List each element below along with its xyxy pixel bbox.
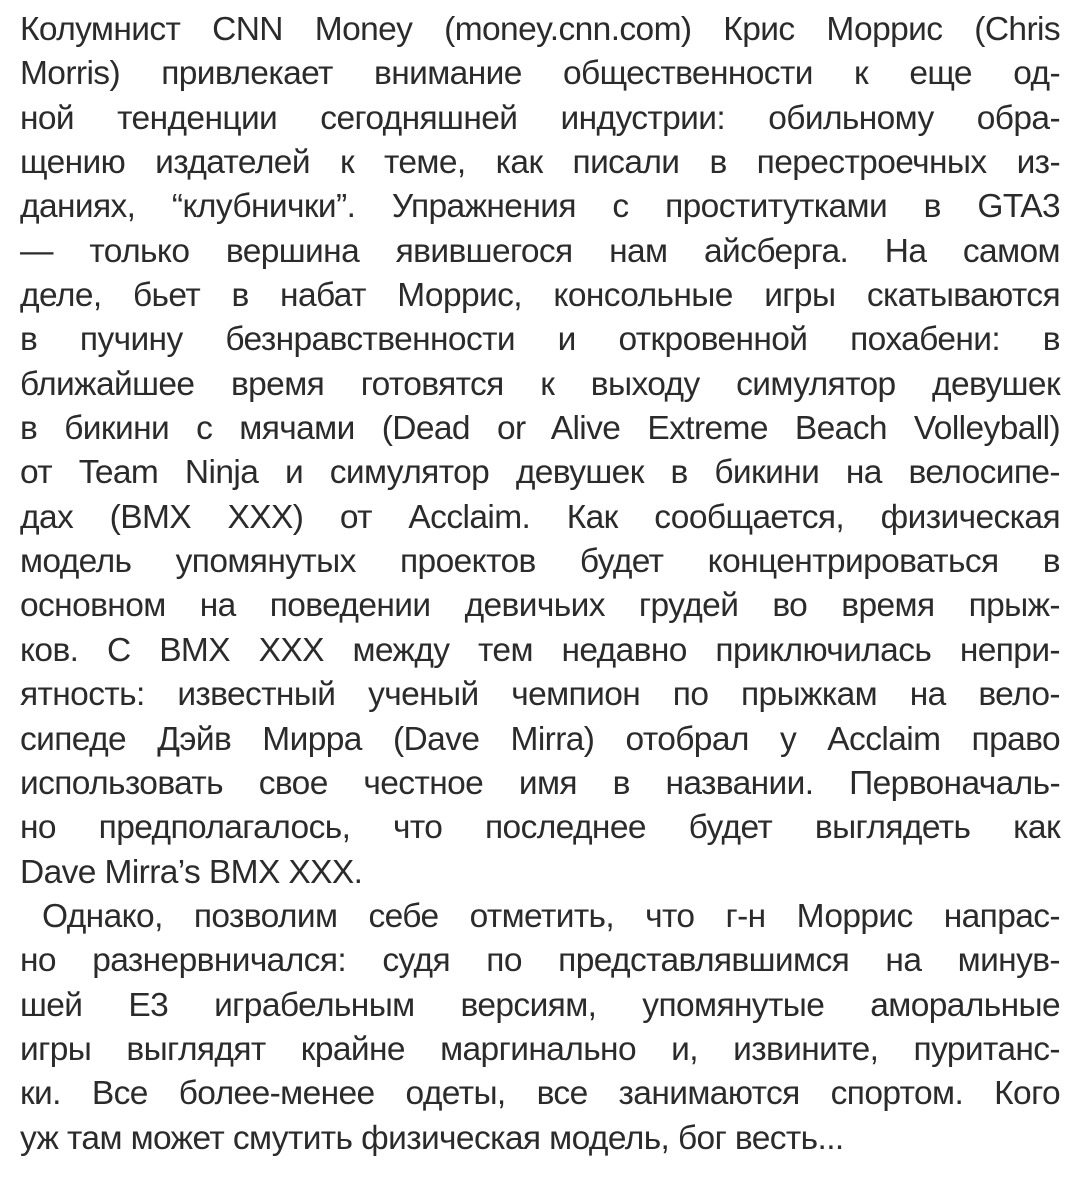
text-line: но предполагалось, что последнее будет выглядеть как xyxy=(20,809,1060,847)
text-line: ков. С BMX XXX между тем недавно приключилась непри- xyxy=(20,631,1060,669)
paragraph-2 xyxy=(20,895,1060,1161)
article-body xyxy=(20,8,1060,1161)
text-line: Dave Mirra’s BMX XXX. xyxy=(20,853,363,891)
paragraph-1 xyxy=(20,8,1060,895)
text-line: от Team Ninja и симулятор девушек в бикини на велосипе- xyxy=(20,454,1060,492)
text-line: использовать свое честное имя в названии. Первоначаль- xyxy=(20,764,1060,802)
text-line: ки. Все более-менее одеты, все занимаются спортом. Кого xyxy=(20,1075,1060,1113)
text-line: Morris) привлекает внимание общественности к еще од- xyxy=(20,55,1060,93)
text-line: даниях, “клубнички”. Упражнения с проститутками в GTA3 xyxy=(20,188,1060,226)
text-line: ной тенденции сегодняшней индустрии: обильному обра- xyxy=(20,99,1060,137)
text-line: уж там может смутить физическая модель, бог весть... xyxy=(20,1119,844,1157)
text-line: игры выглядят крайне маргинально и, извините, пуританс- xyxy=(20,1030,1060,1068)
text-line: дах (BMX XXX) от Acclaim. Как сообщается, физическая xyxy=(20,498,1060,536)
text-line: ближайшее время готовятся к выходу симулятор девушек xyxy=(20,365,1060,403)
text-line: в бикини с мячами (Dead or Alive Extreme Beach Volleyball) xyxy=(20,410,1060,448)
text-line: Колумнист CNN Money (money.cnn.com) Крис Моррис (Chris xyxy=(20,11,1060,48)
text-line: шей E3 играбельным версиям, упомянутые аморальные xyxy=(20,986,1060,1024)
text-line: ятность: известный ученый чемпион по прыжкам на вело- xyxy=(20,676,1060,714)
text-line: сипеде Дэйв Мирра (Dave Mirra) отобрал у Acclaim право xyxy=(20,720,1060,758)
text-line: основном на поведении девичьих грудей во время прыж- xyxy=(20,587,1060,625)
text-line: Однако, позволим себе отметить, что г-н Моррис напрас- xyxy=(42,897,1060,935)
text-line: деле, бьет в набат Моррис, консольные игры скатываются xyxy=(20,277,1060,315)
text-line: в пучину безнравственности и откровенной похабени: в xyxy=(20,321,1060,359)
text-line: щению издателей к теме, как писали в перестроечных из- xyxy=(20,144,1060,182)
text-line: — только вершина явившегося нам айсберга. На самом xyxy=(20,232,1060,270)
text-line: но разнервничался: судя по представлявшимся на минув- xyxy=(20,942,1060,980)
text-line: модель упомянутых проектов будет концентрироваться в xyxy=(20,543,1060,581)
